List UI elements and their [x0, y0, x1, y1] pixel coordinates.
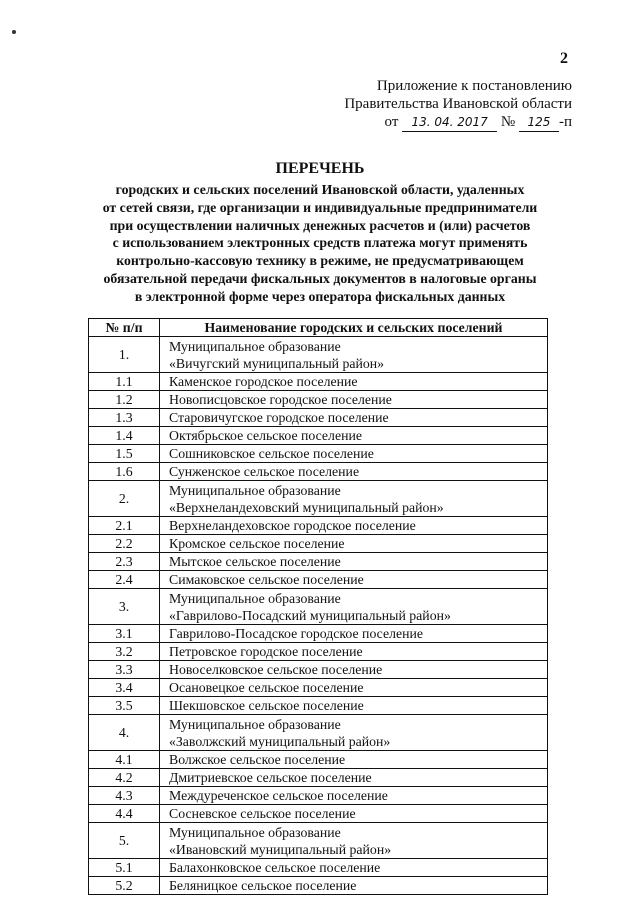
table-row — [89, 373, 548, 391]
row-name: Шекшовское сельское поселение — [160, 697, 548, 715]
row-number: 4.3 — [89, 787, 160, 805]
row-number: 1.2 — [89, 391, 160, 409]
subtitle-line: с использованием электронных средств платежа могут применять — [112, 235, 528, 251]
page-number: 2 — [560, 50, 568, 67]
row-number: 2.4 — [89, 571, 160, 589]
table-group-row — [89, 823, 548, 859]
table-row — [89, 409, 548, 427]
table-row — [89, 787, 548, 805]
subtitle-line: контрольно-кассовую технику в режиме, не предусматривающем — [116, 253, 524, 269]
table-row — [89, 571, 548, 589]
annex-line-1: Приложение к постановлению — [376, 78, 572, 94]
row-name — [160, 337, 548, 373]
table-row — [89, 769, 548, 787]
row-number: 1.3 — [89, 409, 160, 427]
row-name: Петровское городское поселение — [160, 643, 548, 661]
row-name: Балахонковское сельское поселение — [160, 859, 548, 877]
table-row — [89, 661, 548, 679]
row-number: 4.1 — [89, 751, 160, 769]
row-number: 2.1 — [89, 517, 160, 535]
table-row — [89, 697, 548, 715]
table-row — [89, 445, 548, 463]
row-number: 3. — [89, 589, 160, 625]
table-row — [89, 463, 548, 481]
row-number: 5. — [89, 823, 160, 859]
row-name-line-2: «Заволжский муниципальный район» — [169, 733, 391, 749]
row-number: 1.1 — [89, 373, 160, 391]
table-header-row — [89, 319, 548, 337]
subtitle-line: от сетей связи, где организации и индивидуальные предприниматели — [102, 199, 538, 215]
row-number: 2.3 — [89, 553, 160, 571]
row-number: 3.1 — [89, 625, 160, 643]
settlements-table — [88, 318, 548, 895]
table-group-row — [89, 481, 548, 517]
row-name — [160, 715, 548, 751]
row-name: Октябрьское сельское поселение — [160, 427, 548, 445]
row-number: 1.6 — [89, 463, 160, 481]
date-prefix: от — [384, 114, 399, 130]
row-name-line-1: Муниципальное образование — [169, 338, 341, 354]
row-name: Дмитриевское сельское поселение — [160, 769, 548, 787]
annex-header — [344, 77, 572, 132]
row-number: 4.4 — [89, 805, 160, 823]
table-row — [89, 805, 548, 823]
row-name: Волжское сельское поселение — [160, 751, 548, 769]
handwritten-date: 13. 04. 2017 — [402, 113, 497, 132]
table-group-row — [89, 715, 548, 751]
row-name: Каменское городское поселение — [160, 373, 548, 391]
row-name-line-1: Муниципальное образование — [169, 824, 341, 840]
row-number: 4. — [89, 715, 160, 751]
row-name: Сошниковское сельское поселение — [160, 445, 548, 463]
row-name: Новописцовское городское поселение — [160, 391, 548, 409]
row-name — [160, 481, 548, 517]
row-number: 3.2 — [89, 643, 160, 661]
row-number: 3.4 — [89, 679, 160, 697]
annex-line-3 — [344, 113, 572, 132]
row-name — [160, 589, 548, 625]
row-name-line-2: «Гаврилово-Посадский муниципальный район» — [169, 607, 451, 623]
header-name: Наименование городских и сельских поселений — [160, 319, 548, 337]
table-row — [89, 391, 548, 409]
row-name-line-1: Муниципальное образование — [169, 590, 341, 606]
row-name: Мытское сельское поселение — [160, 553, 548, 571]
scan-dot — [12, 30, 16, 34]
row-name: Междуреченское сельское поселение — [160, 787, 548, 805]
row-name: Сосневское сельское поселение — [160, 805, 548, 823]
header-number: № п/п — [89, 319, 160, 337]
row-name-line-2: «Ивановский муниципальный район» — [169, 841, 392, 857]
row-name: Старовичугское городское поселение — [160, 409, 548, 427]
number-suffix: -п — [558, 114, 572, 130]
subtitle-line: при осуществлении наличных денежных расчетов и (или) расчетов — [109, 217, 531, 233]
row-number: 3.3 — [89, 661, 160, 679]
table-row — [89, 877, 548, 895]
subtitle-line: обязательной передачи фискальных документов в налоговые органы — [103, 270, 537, 286]
row-name-line-1: Муниципальное образование — [169, 716, 341, 732]
table-group-row — [89, 589, 548, 625]
table-row — [89, 859, 548, 877]
row-name: Симаковское сельское поселение — [160, 571, 548, 589]
document-subtitle — [70, 181, 570, 306]
row-number: 1. — [89, 337, 160, 373]
row-name: Сунженское сельское поселение — [160, 463, 548, 481]
row-number: 3.5 — [89, 697, 160, 715]
table-row — [89, 679, 548, 697]
annex-line-2: Правительства Ивановской области — [344, 96, 572, 112]
row-name: Осановецкое сельское поселение — [160, 679, 548, 697]
table-row — [89, 517, 548, 535]
table-row — [89, 751, 548, 769]
table-group-row — [89, 337, 548, 373]
row-name: Верхнеландеховское городское поселение — [160, 517, 548, 535]
table-row — [89, 535, 548, 553]
table-row — [89, 643, 548, 661]
row-number: 1.5 — [89, 445, 160, 463]
row-number: 1.4 — [89, 427, 160, 445]
row-name: Кромское сельское поселение — [160, 535, 548, 553]
row-name: Новоселковское сельское поселение — [160, 661, 548, 679]
number-sign: № — [500, 114, 516, 130]
row-name-line-1: Муниципальное образование — [169, 482, 341, 498]
row-number: 4.2 — [89, 769, 160, 787]
table-row — [89, 625, 548, 643]
row-name: Гаврилово-Посадское городское поселение — [160, 625, 548, 643]
row-name: Беляницкое сельское поселение — [160, 877, 548, 895]
table-row — [89, 427, 548, 445]
row-number: 2.2 — [89, 535, 160, 553]
row-number: 5.2 — [89, 877, 160, 895]
subtitle-line: в электронной форме через оператора фискальных данных — [134, 288, 506, 304]
handwritten-number: 125 — [519, 113, 559, 132]
row-name-line-2: «Вичугский муниципальный район» — [169, 355, 385, 371]
row-number: 2. — [89, 481, 160, 517]
table-row — [89, 553, 548, 571]
table-body — [89, 337, 548, 895]
subtitle-line: городских и сельских поселений Ивановской области, удаленных — [115, 182, 525, 197]
row-name — [160, 823, 548, 859]
row-number: 5.1 — [89, 859, 160, 877]
document-title: ПЕРЕЧЕНЬ — [275, 160, 365, 177]
row-name-line-2: «Верхнеландеховский муниципальный район» — [169, 499, 444, 515]
